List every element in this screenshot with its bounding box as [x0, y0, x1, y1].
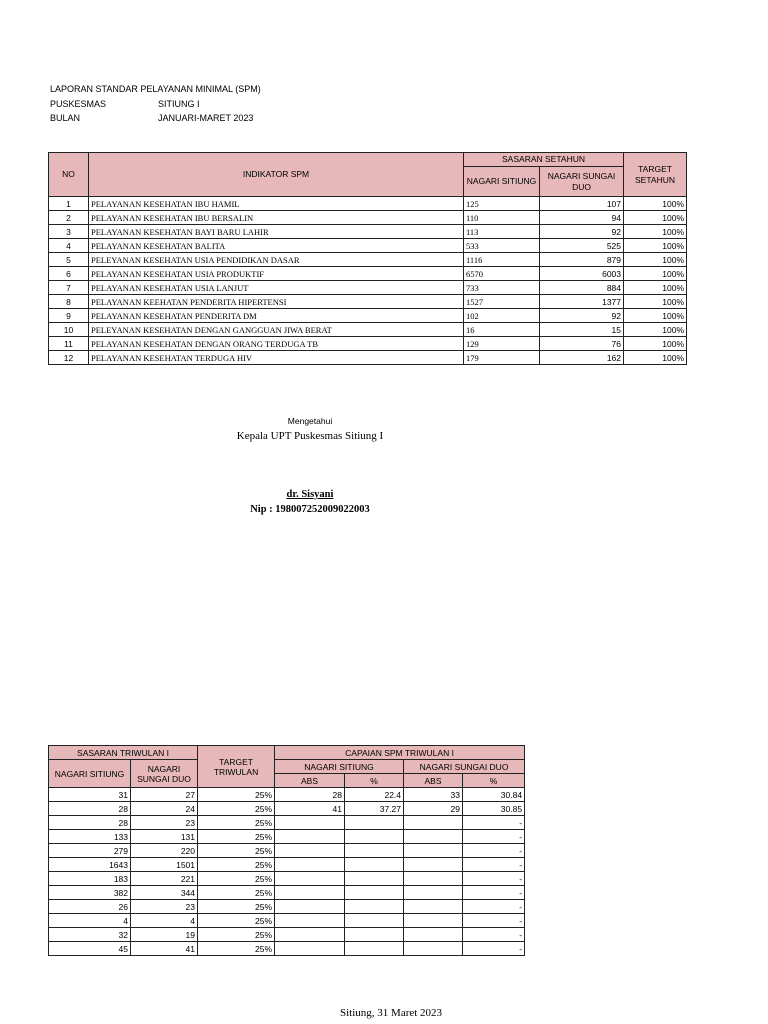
cell-abs-sungai-duo [404, 886, 463, 900]
cell-indikator: PELAYANAN KESEHATAN BAYI BARU LAHIR [89, 225, 464, 239]
table-row [49, 267, 687, 281]
cell-pct-sungai-duo: 30.84 [463, 788, 525, 802]
cell-sasaran-sungai-duo: 220 [131, 844, 198, 858]
table-row [49, 197, 687, 211]
place-date: Sitiung, 31 Maret 2023 [340, 1007, 443, 1019]
cell-sungai-duo: 92 [540, 309, 624, 323]
cell-sungai-duo: 92 [540, 225, 624, 239]
cell-indikator: PELEYANAN KESEHATAN USIA PENDIDIKAN DASAR [89, 253, 464, 267]
cell-no: 8 [49, 295, 89, 309]
cell-abs-sitiung [275, 886, 345, 900]
cell-abs-sitiung [275, 900, 345, 914]
cell-target-triwulan: 25% [198, 942, 275, 956]
report-header [50, 82, 261, 126]
cell-sitiung: 113 [464, 225, 540, 239]
cell-abs-sitiung [275, 914, 345, 928]
cell-no: 6 [49, 267, 89, 281]
col-tw-nagari-sungai-duo: NAGARI SUNGAI DUO [131, 760, 198, 788]
cell-sungai-duo: 884 [540, 281, 624, 295]
col-capaian-sitiung: NAGARI SITIUNG [275, 760, 404, 774]
cell-sasaran-sungai-duo: 24 [131, 802, 198, 816]
cell-sasaran-sitiung: 183 [49, 872, 131, 886]
col-capaian-spm: CAPAIAN SPM TRIWULAN I [275, 746, 525, 760]
table-row [49, 928, 525, 942]
cell-sasaran-sungai-duo: 41 [131, 942, 198, 956]
bulan-value: JANUARI-MARET 2023 [158, 113, 254, 123]
cell-pct-sitiung [345, 858, 404, 872]
cell-sasaran-sungai-duo: 131 [131, 830, 198, 844]
cell-pct-sungai-duo: - [463, 900, 525, 914]
col-sasaran-setahun: SASARAN SETAHUN [464, 153, 624, 167]
cell-abs-sungai-duo: 33 [404, 788, 463, 802]
cell-pct-sitiung [345, 886, 404, 900]
cell-pct-sitiung [345, 844, 404, 858]
cell-sasaran-sitiung: 31 [49, 788, 131, 802]
cell-abs-sungai-duo [404, 872, 463, 886]
cell-abs-sitiung: 28 [275, 788, 345, 802]
cell-target-triwulan: 25% [198, 788, 275, 802]
cell-abs-sungai-duo [404, 844, 463, 858]
cell-abs-sungai-duo [404, 942, 463, 956]
cell-sasaran-sitiung: 1643 [49, 858, 131, 872]
table-row [49, 239, 687, 253]
cell-sungai-duo: 94 [540, 211, 624, 225]
cell-pct-sungai-duo: 30.85 [463, 802, 525, 816]
cell-sitiung: 733 [464, 281, 540, 295]
table-row [49, 351, 687, 365]
cell-abs-sungai-duo: 29 [404, 802, 463, 816]
cell-target-triwulan: 25% [198, 844, 275, 858]
cell-pct-sungai-duo: - [463, 858, 525, 872]
cell-sasaran-sitiung: 26 [49, 900, 131, 914]
cell-indikator: PELAYANAN KEEHATAN PENDERITA HIPERTENSI [89, 295, 464, 309]
table-row [49, 295, 687, 309]
table-row [49, 900, 525, 914]
cell-abs-sungai-duo [404, 858, 463, 872]
cell-sitiung: 1116 [464, 253, 540, 267]
signatory-name: dr. Sisyani [286, 489, 334, 500]
cell-sasaran-sungai-duo: 1501 [131, 858, 198, 872]
cell-sitiung: 16 [464, 323, 540, 337]
table-row [49, 844, 525, 858]
cell-pct-sungai-duo: - [463, 942, 525, 956]
cell-sasaran-sitiung: 279 [49, 844, 131, 858]
cell-sungai-duo: 76 [540, 337, 624, 351]
col-nagari-sungai-duo: NAGARI SUNGAI DUO [540, 167, 624, 197]
cell-sasaran-sitiung: 45 [49, 942, 131, 956]
puskesmas-label: PUSKESMAS [50, 98, 107, 109]
cell-no: 11 [49, 337, 89, 351]
table-row [49, 914, 525, 928]
table-row [49, 858, 525, 872]
cell-target-triwulan: 25% [198, 830, 275, 844]
col-capaian-sungai-duo: NAGARI SUNGAI DUO [404, 760, 525, 774]
col-tw-nagari-sitiung: NAGARI SITIUNG [49, 760, 131, 788]
cell-pct-sungai-duo: - [463, 928, 525, 942]
col-pct-sitiung: % [345, 774, 404, 788]
table-row [49, 211, 687, 225]
cell-no: 1 [49, 197, 89, 211]
col-nagari-sitiung: NAGARI SITIUNG [464, 167, 540, 197]
cell-sasaran-sungai-duo: 23 [131, 900, 198, 914]
cell-indikator: PELAYANAN KESEHATAN USIA LANJUT [89, 281, 464, 295]
cell-pct-sitiung: 22.4 [345, 788, 404, 802]
table-row [49, 830, 525, 844]
cell-target-triwulan: 25% [198, 900, 275, 914]
cell-abs-sitiung [275, 844, 345, 858]
cell-sasaran-sungai-duo: 344 [131, 886, 198, 900]
report-title: LAPORAN STANDAR PELAYANAN MINIMAL (SPM) [50, 84, 261, 94]
cell-pct-sitiung [345, 928, 404, 942]
cell-target-triwulan: 25% [198, 872, 275, 886]
cell-no: 5 [49, 253, 89, 267]
cell-target: 100% [624, 197, 687, 211]
cell-target: 100% [624, 211, 687, 225]
cell-sitiung: 102 [464, 309, 540, 323]
cell-sungai-duo: 525 [540, 239, 624, 253]
cell-target: 100% [624, 239, 687, 253]
cell-no: 2 [49, 211, 89, 225]
bulan-label: BULAN [50, 113, 81, 123]
cell-target-triwulan: 25% [198, 928, 275, 942]
signatory-position: Kepala UPT Puskesmas Sitiung I [236, 430, 384, 442]
cell-no: 7 [49, 281, 89, 295]
cell-abs-sungai-duo [404, 816, 463, 830]
cell-no: 10 [49, 323, 89, 337]
cell-pct-sitiung [345, 900, 404, 914]
cell-sitiung: 1527 [464, 295, 540, 309]
table-row [49, 337, 687, 351]
cell-no: 9 [49, 309, 89, 323]
cell-sasaran-sitiung: 28 [49, 802, 131, 816]
table-row [49, 872, 525, 886]
table-row [49, 253, 687, 267]
cell-sungai-duo: 879 [540, 253, 624, 267]
cell-indikator: PELAYANAN KESEHATAN USIA PRODUKTIF [89, 267, 464, 281]
cell-sitiung: 129 [464, 337, 540, 351]
col-target-triwulan: TARGET TRIWULAN [198, 746, 275, 788]
puskesmas-value: SITIUNG I [158, 98, 200, 109]
table-row [49, 281, 687, 295]
cell-indikator: PELEYANAN KESEHATAN DENGAN GANGGUAN JIWA BERAT [89, 323, 464, 337]
table-row [49, 788, 525, 802]
cell-sungai-duo: 6003 [540, 267, 624, 281]
col-indikator: INDIKATOR SPM [89, 153, 464, 197]
cell-sasaran-sitiung: 382 [49, 886, 131, 900]
table-row [49, 225, 687, 239]
cell-abs-sitiung [275, 942, 345, 956]
cell-sungai-duo: 1377 [540, 295, 624, 309]
spm-indicator-table [48, 152, 687, 365]
table-row [49, 323, 687, 337]
cell-no: 4 [49, 239, 89, 253]
cell-abs-sitiung [275, 816, 345, 830]
cell-abs-sitiung: 41 [275, 802, 345, 816]
cell-indikator: PELAYANAN KESEHATAN IBU BERSALIN [89, 211, 464, 225]
cell-pct-sungai-duo: - [463, 816, 525, 830]
cell-sasaran-sungai-duo: 4 [131, 914, 198, 928]
cell-target-triwulan: 25% [198, 914, 275, 928]
cell-sasaran-sungai-duo: 19 [131, 928, 198, 942]
cell-pct-sitiung [345, 942, 404, 956]
cell-target: 100% [624, 225, 687, 239]
col-sasaran-triwulan: SASARAN TRIWULAN I [49, 746, 198, 760]
mengetahui-label: Mengetahui [287, 416, 333, 426]
cell-abs-sungai-duo [404, 900, 463, 914]
cell-pct-sitiung [345, 914, 404, 928]
cell-indikator: PELAYANAN KESEHATAN TERDUGA HIV [89, 351, 464, 365]
cell-abs-sungai-duo [404, 830, 463, 844]
cell-pct-sungai-duo: - [463, 914, 525, 928]
col-target-setahun: TARGET SETAHUN [624, 153, 687, 197]
cell-abs-sitiung [275, 858, 345, 872]
cell-abs-sitiung [275, 830, 345, 844]
cell-abs-sitiung [275, 872, 345, 886]
col-abs-sungai-duo: ABS [404, 774, 463, 788]
cell-sasaran-sungai-duo: 23 [131, 816, 198, 830]
cell-abs-sungai-duo [404, 928, 463, 942]
cell-sasaran-sitiung: 133 [49, 830, 131, 844]
cell-no: 12 [49, 351, 89, 365]
cell-indikator: PELAYANAN KESEHATAN DENGAN ORANG TERDUGA TB [89, 337, 464, 351]
cell-no: 3 [49, 225, 89, 239]
cell-sitiung: 125 [464, 197, 540, 211]
signatory-nip: Nip : 198007252009022003 [250, 504, 370, 515]
table-row [49, 886, 525, 900]
cell-target: 100% [624, 267, 687, 281]
cell-abs-sungai-duo [404, 914, 463, 928]
cell-pct-sitiung [345, 872, 404, 886]
cell-target: 100% [624, 351, 687, 365]
cell-sitiung: 179 [464, 351, 540, 365]
col-pct-sungai-duo: % [463, 774, 525, 788]
triwulan-table [48, 745, 525, 956]
cell-pct-sungai-duo: - [463, 872, 525, 886]
puskesmas-row [50, 97, 261, 112]
cell-sitiung: 6570 [464, 267, 540, 281]
cell-sitiung: 110 [464, 211, 540, 225]
cell-pct-sitiung: 37.27 [345, 802, 404, 816]
cell-sungai-duo: 15 [540, 323, 624, 337]
cell-target: 100% [624, 309, 687, 323]
table-row [49, 309, 687, 323]
cell-pct-sitiung [345, 830, 404, 844]
table-row [49, 816, 525, 830]
cell-target: 100% [624, 253, 687, 267]
cell-sasaran-sungai-duo: 27 [131, 788, 198, 802]
cell-target-triwulan: 25% [198, 816, 275, 830]
col-abs-sitiung: ABS [275, 774, 345, 788]
cell-target: 100% [624, 337, 687, 351]
col-no: NO [49, 153, 89, 197]
cell-target-triwulan: 25% [198, 802, 275, 816]
cell-pct-sungai-duo: - [463, 886, 525, 900]
cell-pct-sitiung [345, 816, 404, 830]
bulan-row [50, 111, 261, 126]
cell-indikator: PELAYANAN KESEHATAN PENDERITA DM [89, 309, 464, 323]
cell-sungai-duo: 162 [540, 351, 624, 365]
cell-sasaran-sitiung: 28 [49, 816, 131, 830]
cell-target-triwulan: 25% [198, 858, 275, 872]
cell-pct-sungai-duo: - [463, 830, 525, 844]
cell-target: 100% [624, 323, 687, 337]
cell-target: 100% [624, 281, 687, 295]
cell-sasaran-sitiung: 32 [49, 928, 131, 942]
cell-target-triwulan: 25% [198, 886, 275, 900]
cell-sasaran-sungai-duo: 221 [131, 872, 198, 886]
cell-sitiung: 533 [464, 239, 540, 253]
cell-indikator: PELAYANAN KESEHATAN IBU HAMIL [89, 197, 464, 211]
cell-sungai-duo: 107 [540, 197, 624, 211]
table-row [49, 802, 525, 816]
cell-sasaran-sitiung: 4 [49, 914, 131, 928]
cell-pct-sungai-duo: - [463, 844, 525, 858]
cell-indikator: PELAYANAN KESEHATAN BALITA [89, 239, 464, 253]
table-row [49, 942, 525, 956]
cell-abs-sitiung [275, 928, 345, 942]
cell-target: 100% [624, 295, 687, 309]
